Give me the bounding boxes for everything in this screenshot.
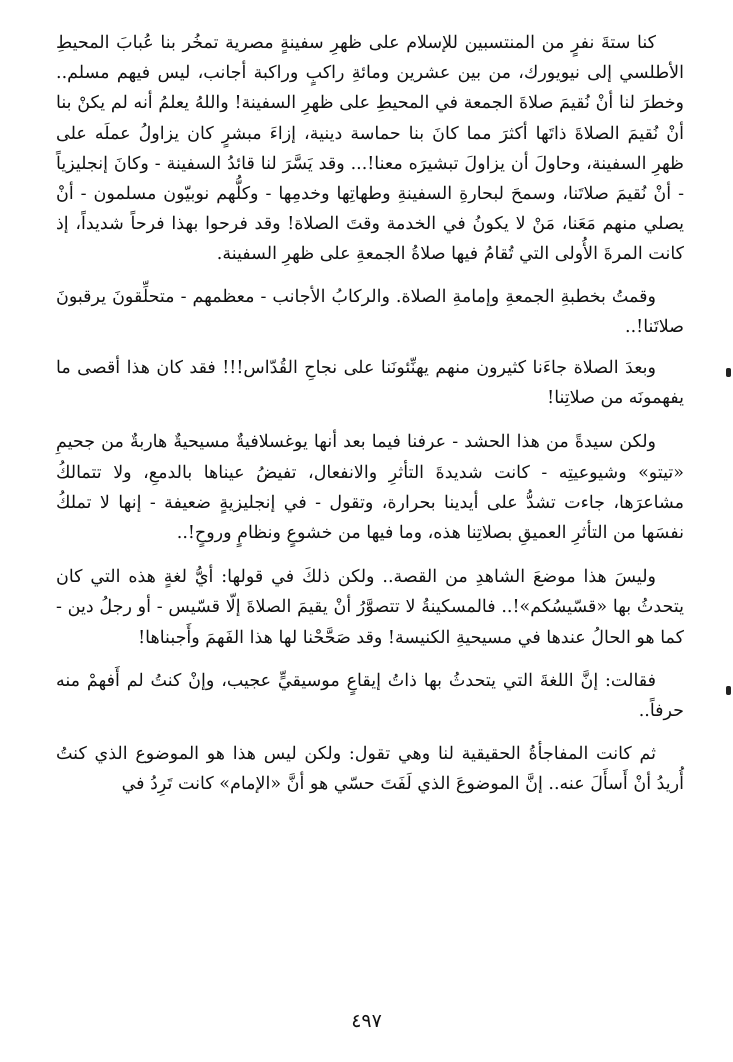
book-page (56, 28, 684, 1028)
paragraph-4: ولكن سيدةً من هذا الحشد - عرفنا فيما بعد أنها يوغسلافيةٌ مسيحيةٌ هاربةٌ من جحيمِ «تيتو» وشيوعيتِه - كانت شديدةَ التأثرِ والانفعال، تفيضُ عيناها بالدمعِ، ولا تتمالكُ مشاعرَها، جاءت تشدُّ على أيدينا بحرارة، وتقول - في إنجليزيةٍ ضعيفة - إنها لا تملكُ نفسَها من التأثرِ العميقِ بصلاتِنا هذه، وما فيها من خشوعٍ ونظامٍ وروحٍ!.. (56, 432, 684, 544)
paragraph-5: وليسَ هذا موضعَ الشاهدِ من القصة.. ولكن ذلكَ في قولها: أيُّ لغةٍ هذه التي كان يتحدثُ بها «قسّيسُكم»!.. فالمسكينةُ لا تتصوَّرُ أنْ يقيمَ الصلاةَ إلّا قسّيس - أو رجلُ دين - كما هو الحالُ عندها في مسيحيةِ الكنيسة! وقد صَحَّحْنا لها هذا الفَهمَ وأَجبناها! (56, 567, 684, 648)
paragraph-1: كنا ستةَ نفرٍ من المنتسبين للإسلام على ظهرِ سفينةٍ مصرية تمخُر بنا عُبابَ المحيطِ الأطلسي إلى نيويورك، من بين عشرين ومائةِ راكبٍ وراكبة أجانب، ليس فيهم مسلم.. وخطرَ لنا أنْ نُقيمَ صلاةَ الجمعة في المحيطِ على ظهرِ السفينة! واللهُ يعلمُ أنه لم يكنْ بنا أنْ نُقيمَ الصلاةَ ذاتَها أكثرَ مما كانَ بنا حماسة دينية، إزاءَ مبشرٍ كان يزاولُ عملَه على ظهرِ السفينة، وحاولَ أن يزاولَ تبشيرَه معنا!... وقد يَسَّرَ لنا قائدُ السفينة - وكانَ إنجليزياً - أنْ نُقيمَ صلاتَنا، وسمحَ لبحارةِ السفينةِ وطهاتِها وخدمِها - وكلُّهم نوبيّون مسلمون - أنْ يصلي منهم مَعَنا، مَنْ لا يكونُ في الخدمة وقتَ الصلاة! وقد فرحوا بهذا فرحاً شديداً، إذ كانت المرةَ الأُولى التي تُقامُ فيها صلاةُ الجمعةِ على ظهرِ السفينة. (56, 33, 684, 265)
page-number: ٤٩٧ (351, 1010, 382, 1032)
paragraph-7: ثم كانت المفاجأةُ الحقيقية لنا وهي تقول: ولكن ليس هذا هو الموضوع الذي كنتُ أُريدُ أنْ أَسأَلَ عنه.. إنَّ الموضوعَ الذي لَفَتَ حسّي هو أنَّ «الإمام» كانت تَرِدُ في (56, 744, 684, 795)
paragraph-2: وقمتُ بخطبةِ الجمعةِ وإمامةِ الصلاة. والركابُ الأجانب - معظمهم - متحلِّقونَ يرقبونَ صلاتَنا!.. (56, 286, 684, 337)
paragraph-3: وبعدَ الصلاة جاءَنا كثيرون منهم يهنِّئونَنا على نجاحِ القُدّاس!!! فقد كان هذا أقصى ما يفهمونَه من صلاتِنا! (56, 358, 684, 409)
scan-edge-mark (726, 686, 731, 695)
paragraph-6: فقالت: إنَّ اللغةَ التي يتحدثُ بها ذاتُ إيقاعٍ موسيقيٍّ عجيب، وإنْ كنتُ لم أَفهمْ منه حرفاً.. (56, 670, 684, 722)
scan-edge-mark (726, 368, 731, 377)
